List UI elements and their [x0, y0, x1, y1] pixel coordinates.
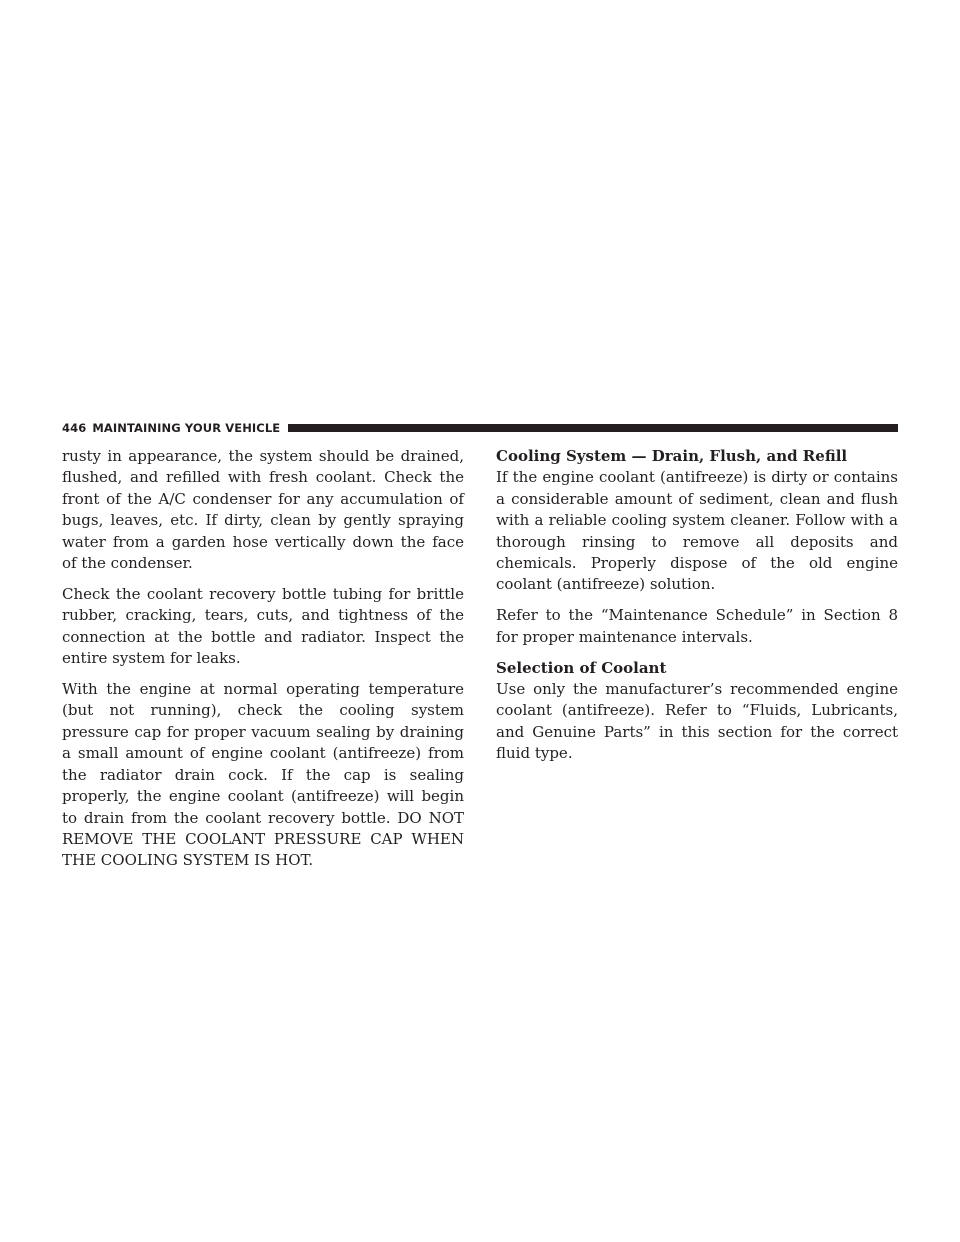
- heading-selection-of-coolant: Selection of Coolant: [496, 658, 667, 677]
- section-title: MAINTAINING YOUR VEHICLE: [92, 421, 281, 435]
- heading-drain-flush-refill: Cooling System — Drain, Flush, and Refill: [496, 447, 848, 465]
- paragraph-pressure-cap: With the engine at normal operating temperature (but not running), check the cooling system pressure cap for proper vacuum sealing by draining a small amount of engine coolant (antifreeze) from the radiator drain cock. If the cap is sealing properly, the engine coolant (antifreeze) will begin to drain from the coolant recovery bottle. DO NOT REMOVE THE COOLANT PRESSURE CAP WHEN THE COOLING SYSTEM IS HOT.: [62, 680, 464, 870]
- header-rule: [288, 424, 898, 432]
- page-header: [62, 421, 898, 435]
- paragraph-maintenance-reference: Refer to the “Maintenance Schedule” in Section 8 for proper maintenance intervals.: [496, 606, 898, 646]
- paragraph-condenser-check: rusty in appearance, the system should be drained, flushed, and refilled with fresh coolant. Check the front of the A/C condenser for any accumulation of bugs, leaves, etc. If dirty, clean by gently spraying water from a garden hose vertically down the face of the condenser.: [62, 447, 464, 573]
- paragraph-recovery-bottle: Check the coolant recovery bottle tubing for brittle rubber, cracking, tears, cuts, and tightness of the connection at the bottle and radiator. Inspect the entire system for leaks.: [62, 584, 464, 668]
- paragraph-coolant-selection: Use only the manufacturer’s recommended engine coolant (antifreeze). Refer to “Fluids, Lubricants, and Genuine Parts” in this section for the correct fluid type.: [496, 680, 898, 763]
- right-column: [496, 446, 898, 774]
- left-column: [62, 446, 464, 881]
- page-number: 446: [62, 421, 87, 435]
- paragraph-flush-instructions: If the engine coolant (antifreeze) is dirty or contains a considerable amount of sediment, clean and flush with a reliable cooling system cleaner. Follow with a thorough rinsing to remove all deposits and chemicals. Properly dispose of the old engine coolant (antifreeze) solution.: [496, 468, 898, 594]
